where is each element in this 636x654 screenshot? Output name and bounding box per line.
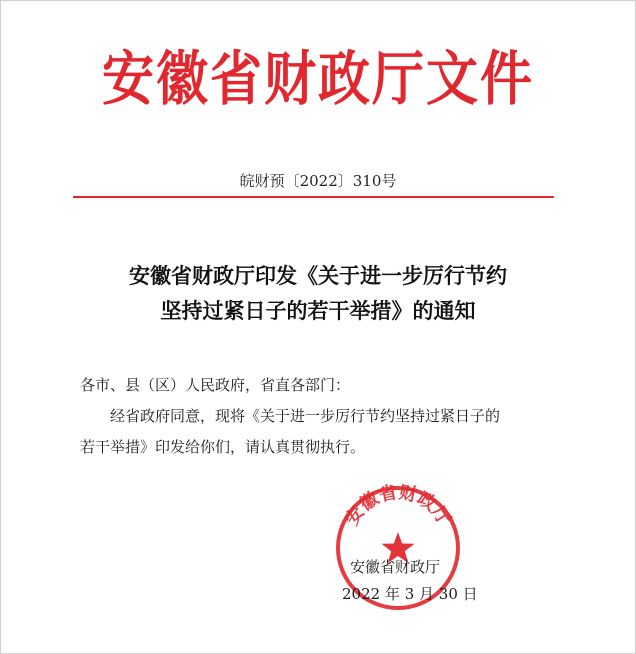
seal-text: 安徽省财政厅 (341, 482, 455, 530)
addressee-line: 各市、县（区）人民政府，省直各部门： (80, 376, 351, 394)
body-paragraph-line-1: 经省政府同意，现将《关于进一步厉行节约坚持过紧日子的 (110, 407, 501, 425)
notice-body (80, 370, 580, 463)
notice-title-line-2: 坚持过紧日子的若干举措》的通知 (160, 298, 476, 323)
issuer-title: 安徽省财政厅文件 (101, 46, 534, 114)
document-number: 皖财预〔2022〕310号 (239, 172, 397, 190)
signature-issuer: 安徽省财政厅 (350, 558, 441, 576)
notice-title-line-1: 安徽省财政厅印发《关于进一步厉行节约 (129, 263, 507, 288)
red-separator-line (73, 196, 554, 198)
body-paragraph-line-2: 若干举措》印发给你们，请认真贯彻执行。 (80, 438, 366, 456)
notice-title (0, 258, 636, 328)
signature-date: 2022 年 3 月 30 日 (342, 585, 478, 603)
